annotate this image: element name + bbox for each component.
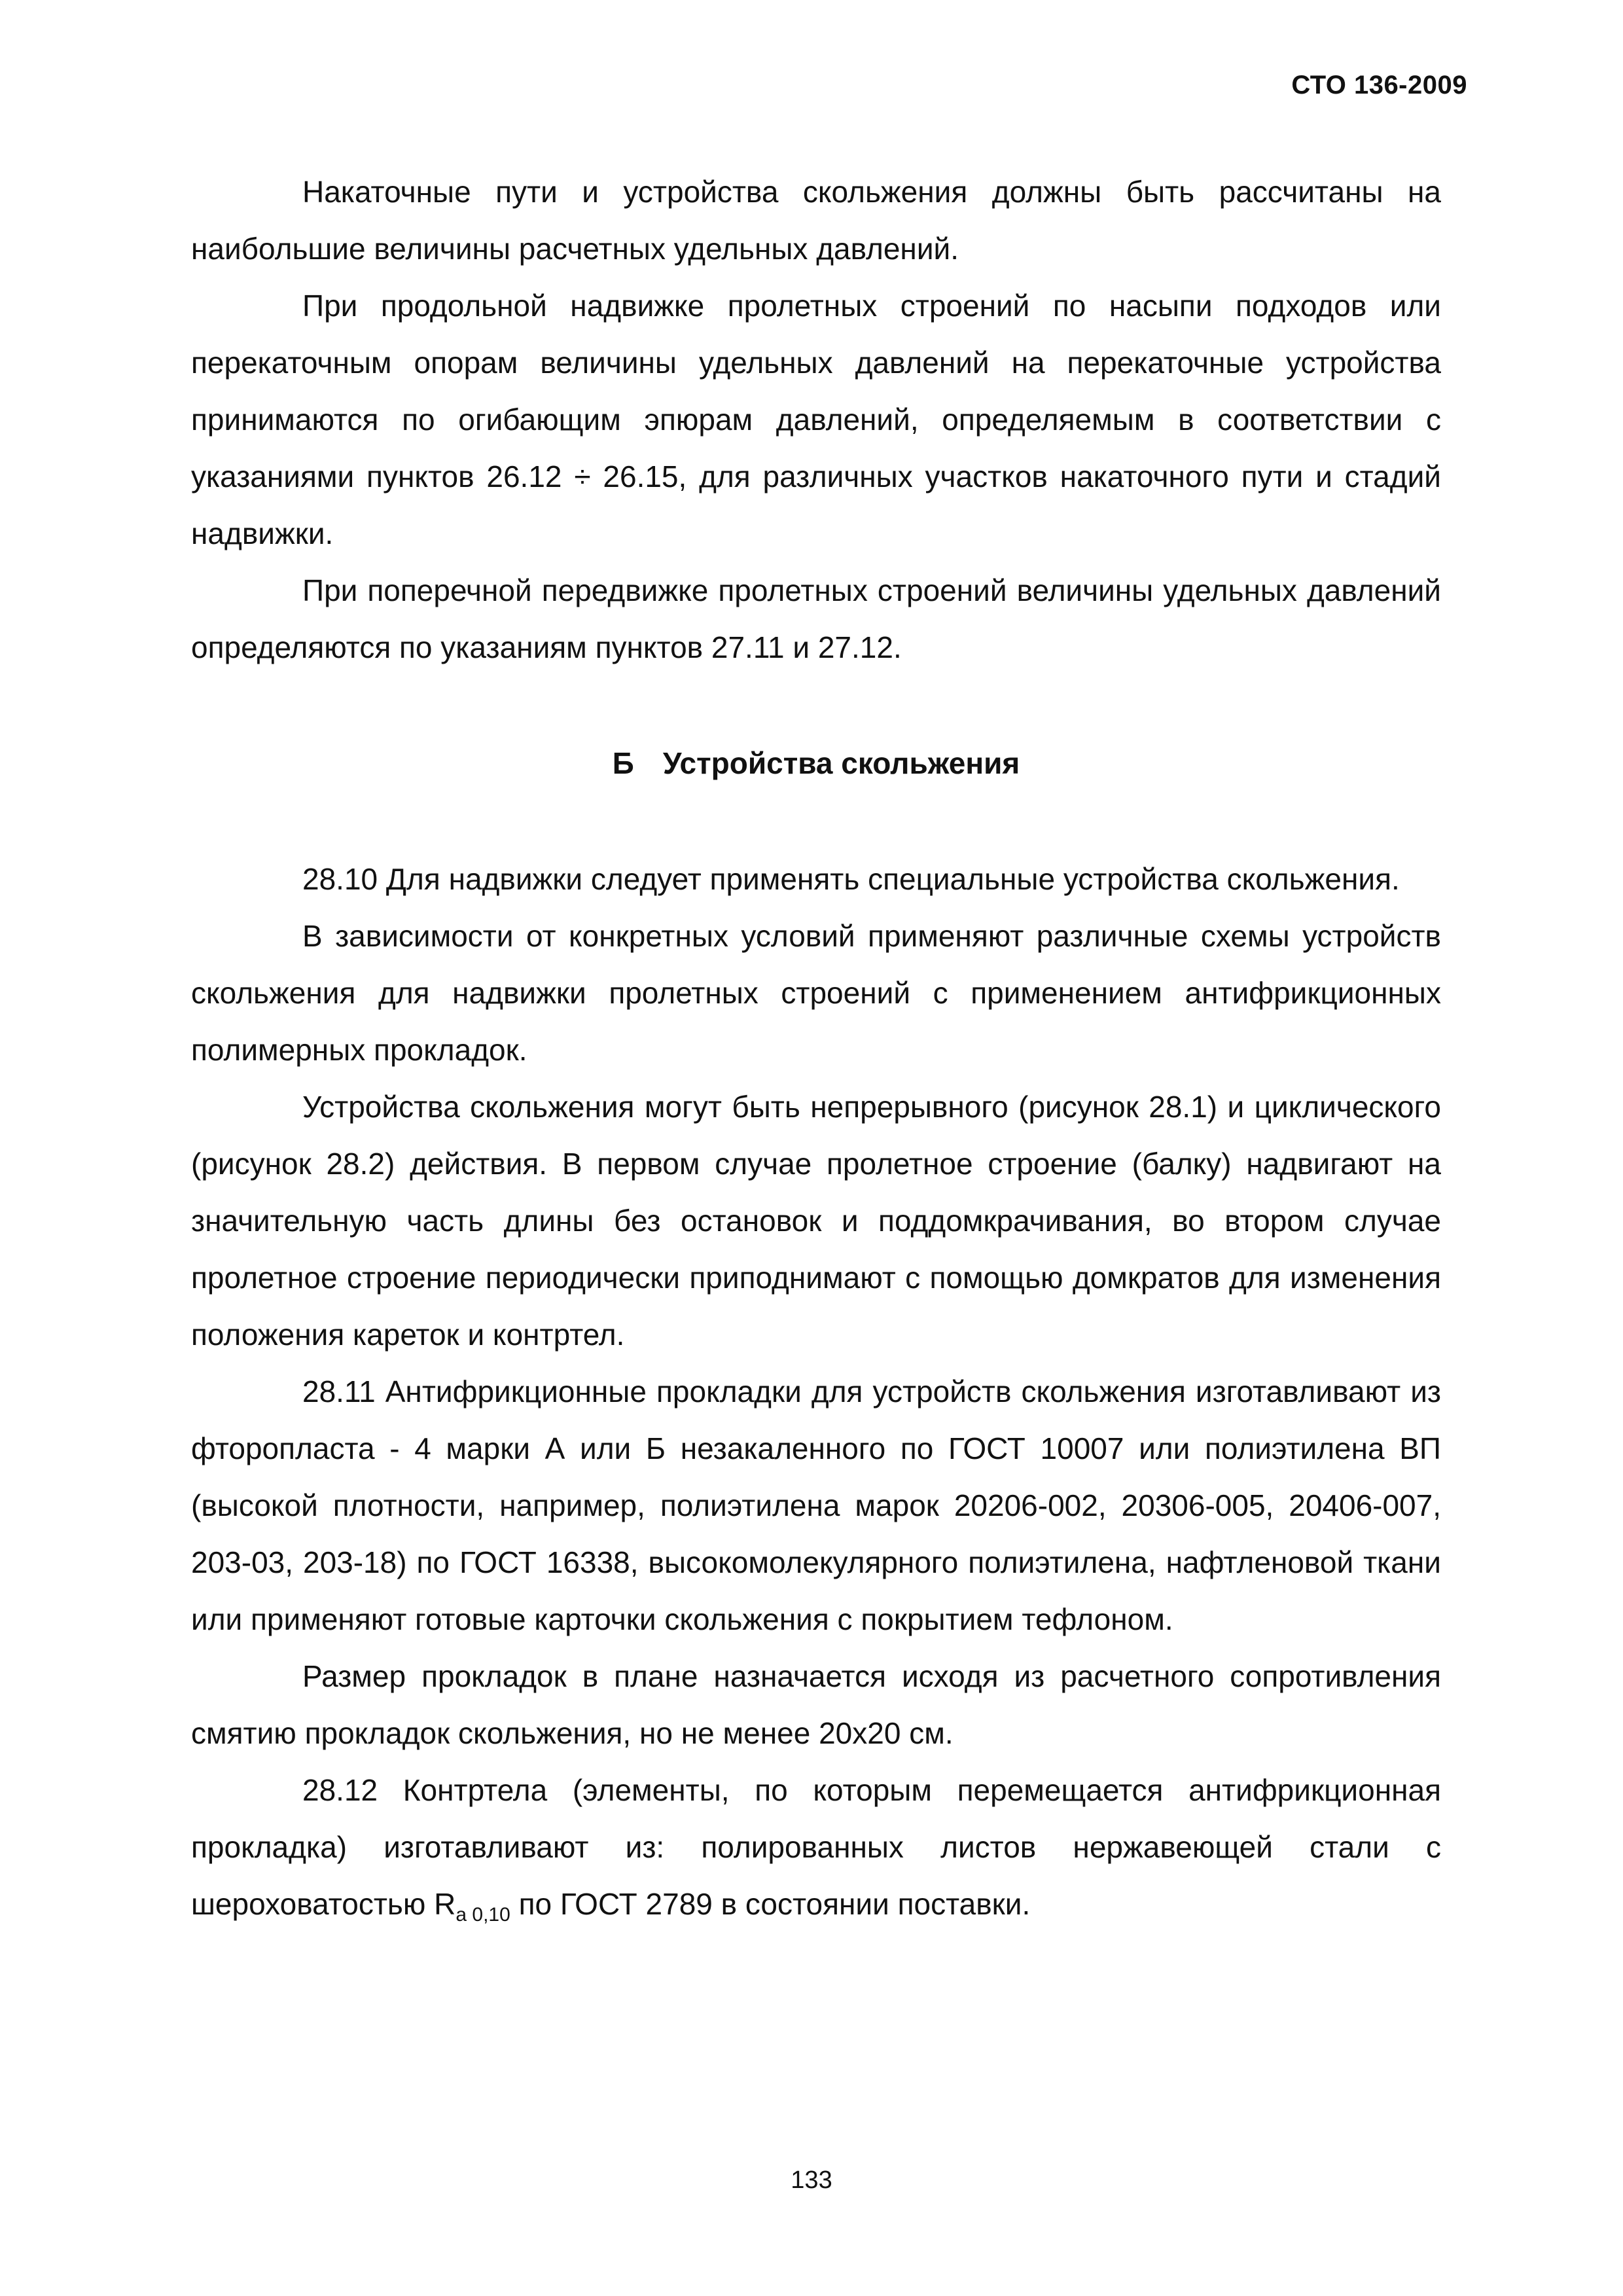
paragraph: 28.10 Для надвижки следует применять специальные устройства скольжения. xyxy=(302,862,1400,896)
paragraph: В зависимости от конкретных условий применяют различные схемы устройств скольжения для надвижки пролетных строений с применением антифрикционных полимерных прокладок. xyxy=(191,919,1441,1067)
document-body xyxy=(191,164,1441,1943)
roughness-subscript: a 0,10 xyxy=(455,1904,510,1926)
paragraph: Накаточные пути и устройства скольжения должны быть рассчитаны на наибольшие величины расчетных удельных давлений. xyxy=(191,175,1441,266)
paragraph xyxy=(191,1762,1441,1943)
section-letter: Б xyxy=(612,746,634,780)
document-code: СТО 136-2009 xyxy=(1291,71,1467,99)
paragraph-text: по ГОСТ 2789 в состоянии поставки. xyxy=(510,1887,1031,1921)
paragraph: При продольной надвижке пролетных строений по насыпи подходов или перекаточным опорам величины удельных давлений на перекаточные устройства принимаются по огибающим эпюрам давлений, определяемым в соответствии с указаниями пунктов 26.12 ÷ 26.15, для различных участков накаточного пути и стадий надвижки. xyxy=(191,289,1441,550)
paragraph: Устройства скольжения могут быть непрерывного (рисунок 28.1) и циклического (рисунок 28.2) действия. В первом случае пролетное строение (балку) надвигают на значительную часть длины без остановок и поддомкрачивания, во втором случае пролетное строение периодически приподнимают с помощью домкратов для изменения положения кареток и контртел. xyxy=(191,1090,1441,1352)
paragraph-text: 28.12 Контртела (элементы, по которым перемещается антифрикционная прокладка) изготавливают из: полированных листов нержавеющей стали с шероховатостью R xyxy=(191,1773,1441,1921)
paragraph: 28.11 Антифрикционные прокладки для устройств скольжения изготавливают из фторопласта - 4 марки А или Б незакаленного по ГОСТ 10007 или полиэтилена ВП (высокой плотности, например, полиэтилена марок 20206-002, 20306-005, 20406-007, 203-03, 203-18) по ГОСТ 16338, высокомолекулярного полиэтилена, нафтленовой ткани или применяют готовые карточки скольжения с покрытием тефлоном. xyxy=(191,1374,1441,1636)
page-number: 133 xyxy=(791,2166,832,2194)
section-title: Устройства скольжения xyxy=(662,746,1020,780)
section-heading xyxy=(191,735,1441,792)
paragraph: Размер прокладок в плане назначается исходя из расчетного сопротивления смятию прокладок скольжения, но не менее 20х20 см. xyxy=(191,1659,1441,1750)
paragraph: При поперечной передвижке пролетных строений величины удельных давлений определяются по указаниям пунктов 27.11 и 27.12. xyxy=(191,573,1441,664)
